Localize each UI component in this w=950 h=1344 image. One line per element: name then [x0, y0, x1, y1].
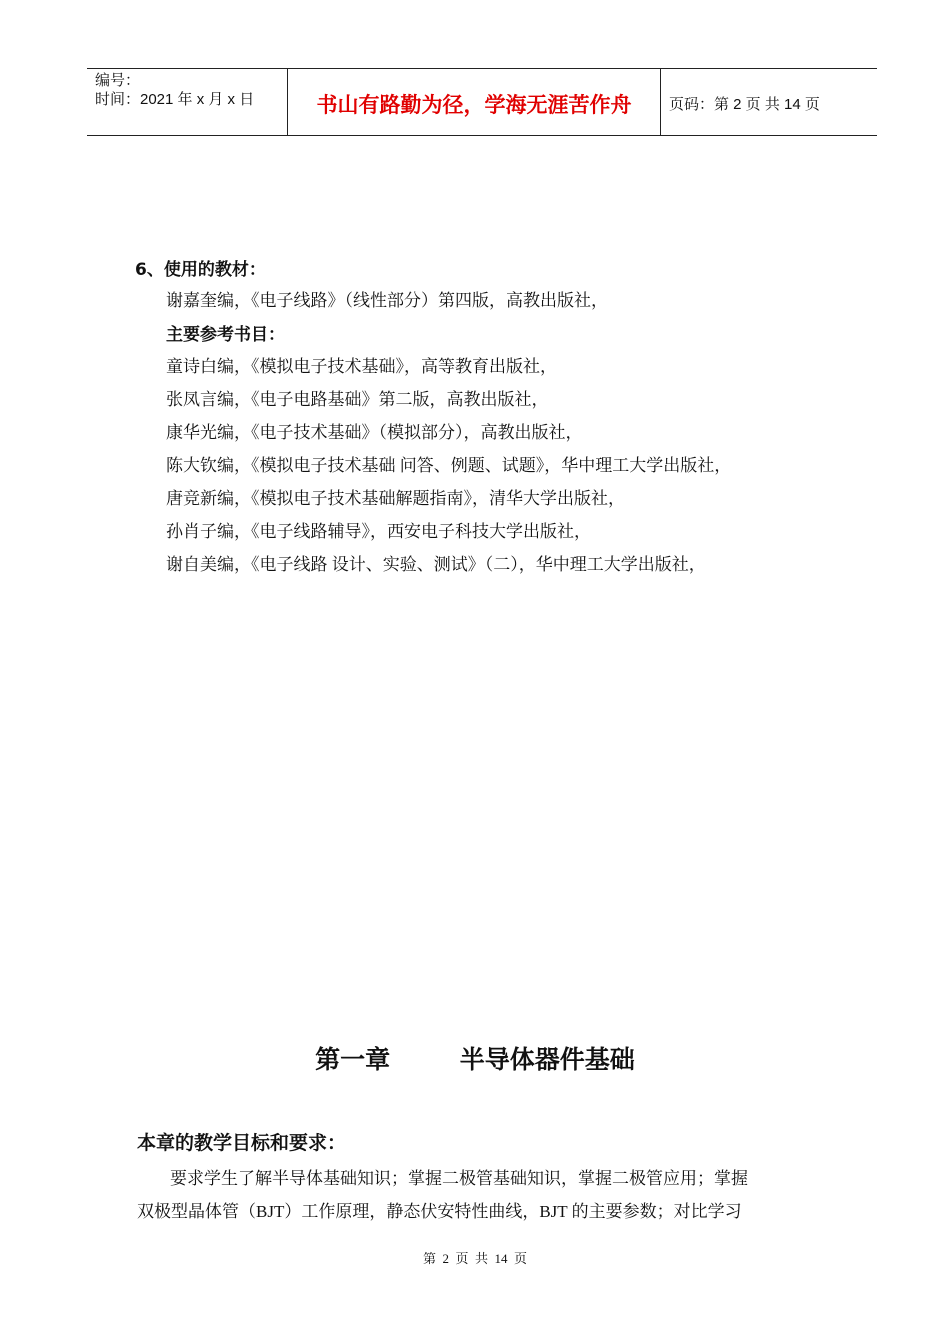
goals-body-line-2: 双极型晶体管（BJT）工作原理，静态伏安特性曲线，BJT 的主要参数；对比学习 — [137, 1202, 742, 1221]
reference-item: 童诗白编，《模拟电子技术基础》，高等教育出版社， — [166, 357, 557, 376]
page-footer: 第 2 页 共 14 页 — [422, 1251, 527, 1266]
chapter-title: 第一章 半导体器件基础 — [315, 1045, 635, 1074]
references-heading: 主要参考书目： — [166, 325, 285, 345]
header-page-label: 页码：第 2 页 共 14 页 — [669, 95, 820, 113]
goals-body-line-1: 要求学生了解半导体基础知识；掌握二极管基础知识，掌握二极管应用；掌握 — [170, 1169, 748, 1188]
section-heading: 6、使用的教材： — [135, 260, 266, 280]
reference-item: 谢自美编，《电子线路 设计、实验、测试》（二），华中理工大学出版社， — [166, 555, 706, 574]
goals-heading: 本章的教学目标和要求： — [137, 1132, 347, 1154]
reference-item: 张凤言编，《电子电路基础》第二版，高教出版社， — [166, 390, 549, 409]
page-header — [87, 68, 877, 136]
reference-item: 唐竞新编，《模拟电子技术基础解题指南》，清华大学出版社， — [166, 489, 625, 508]
textbook-line: 谢嘉奎编，《电子线路》（线性部分）第四版，高教出版社， — [166, 291, 608, 310]
reference-item: 陈大钦编，《模拟电子技术基础 问答、例题、试题》，华中理工大学出版社， — [166, 456, 732, 475]
reference-item: 康华光编，《电子技术基础》（模拟部分），高教出版社， — [166, 423, 583, 442]
time-label: 时间：2021 年 x 月 x 日 — [95, 91, 255, 108]
header-left-cell — [87, 69, 287, 135]
header-motto: 书山有路勤为径，学海无涯苦作舟 — [287, 69, 661, 135]
reference-item: 孙肖子编，《电子线路辅导》，西安电子科技大学出版社， — [166, 522, 591, 541]
number-label: 编号： — [95, 72, 141, 89]
